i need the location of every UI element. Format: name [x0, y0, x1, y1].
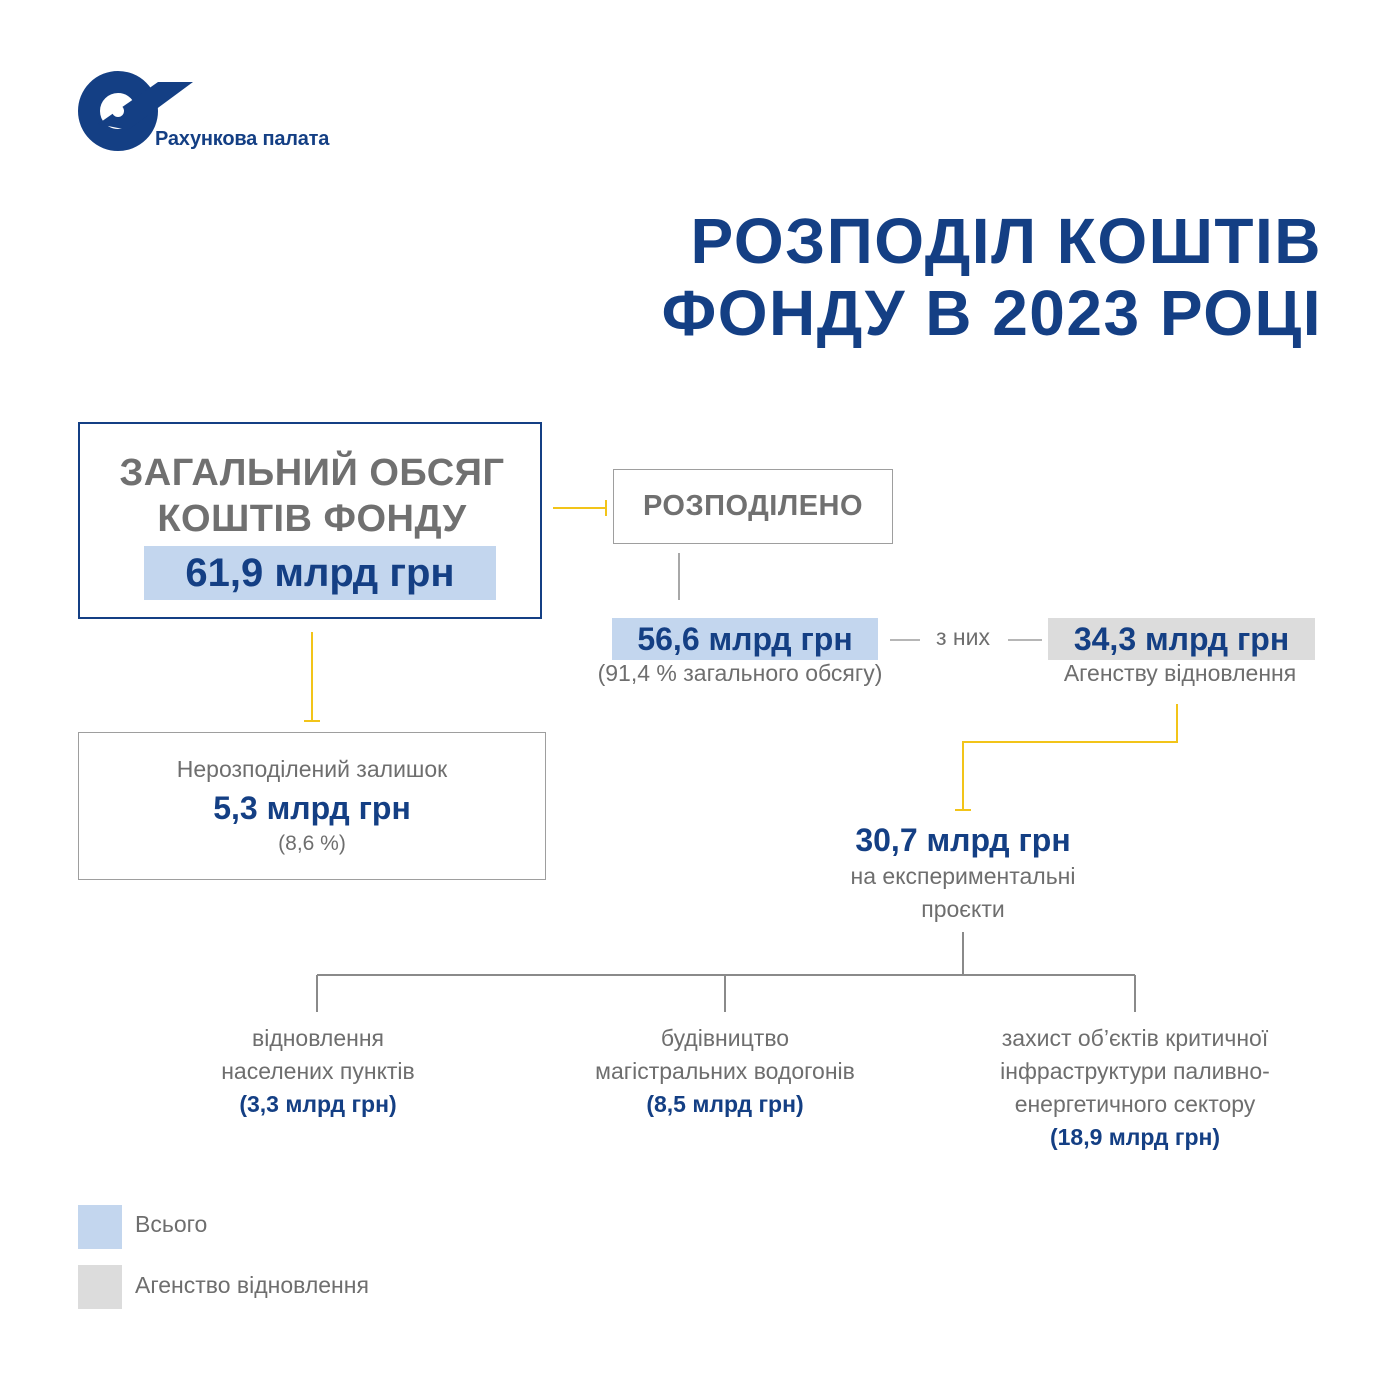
- total-heading-line-2: КОШТІВ ФОНДУ: [157, 498, 467, 540]
- total-heading-line-1: ЗАГАЛЬНИЙ ОБСЯГ: [119, 452, 505, 494]
- connector-total-remainder: [304, 632, 320, 721]
- distributed-value: 56,6 млрд грн: [612, 618, 878, 660]
- category-water-pipelines: [545, 1022, 905, 1121]
- legend-label-agency: Агенство відновлення: [135, 1272, 369, 1298]
- category-line: населених пунктів: [221, 1058, 415, 1084]
- total-value: 61,9 млрд грн: [144, 546, 496, 600]
- agency-label: Агенству відновлення: [1063, 660, 1297, 686]
- category-line: енергетичного сектору: [1014, 1091, 1256, 1117]
- category-line: відновлення: [251, 1025, 384, 1051]
- category-line: захист об’єктів критичної: [1001, 1025, 1269, 1051]
- remainder-percent: (8,6 %): [278, 832, 346, 855]
- experimental-label-line-1: на експериментальні: [850, 863, 1076, 889]
- title-line-1: РОЗПОДІЛ КОШТІВ: [690, 205, 1322, 277]
- title-line-2: ФОНДУ В 2023 РОЦІ: [661, 277, 1322, 349]
- category-line: інфраструктури паливно-: [1000, 1058, 1270, 1084]
- remainder-value: 5,3 млрд грн: [213, 790, 411, 826]
- legend-label-total: Всього: [135, 1211, 208, 1237]
- legend-swatch-agency: [78, 1265, 122, 1309]
- category-critical-infrastructure: [950, 1022, 1320, 1154]
- category-line: будівництво: [660, 1025, 790, 1051]
- connector-total-distributed: [553, 500, 606, 516]
- distributed-note: (91,4 % загального обсягу): [597, 660, 883, 686]
- category-value: (18,9 млрд грн): [1049, 1124, 1221, 1150]
- brand-name: Рахункова палата: [155, 128, 330, 150]
- page-title: [662, 205, 1322, 349]
- legend-swatch-total: [78, 1205, 122, 1249]
- distributed-label: РОЗПОДІЛЕНО: [642, 490, 864, 522]
- category-value: (3,3 млрд грн): [239, 1091, 397, 1117]
- remainder-label: Нерозподілений залишок: [176, 756, 448, 782]
- experimental-label: [803, 860, 1123, 926]
- experimental-value: 30,7 млрд грн: [855, 822, 1071, 858]
- experimental-label-line-2: проєкти: [921, 896, 1005, 922]
- connector-categories-tree: [317, 932, 1135, 1012]
- category-value: (8,5 млрд грн): [646, 1091, 804, 1117]
- connector-agency-experimental: [955, 704, 1177, 810]
- category-line: магістральних водогонів: [595, 1058, 855, 1084]
- of-which-label: з них: [936, 624, 990, 650]
- agency-value: 34,3 млрд грн: [1048, 618, 1315, 660]
- total-heading: [78, 450, 546, 542]
- category-settlements: [158, 1022, 478, 1121]
